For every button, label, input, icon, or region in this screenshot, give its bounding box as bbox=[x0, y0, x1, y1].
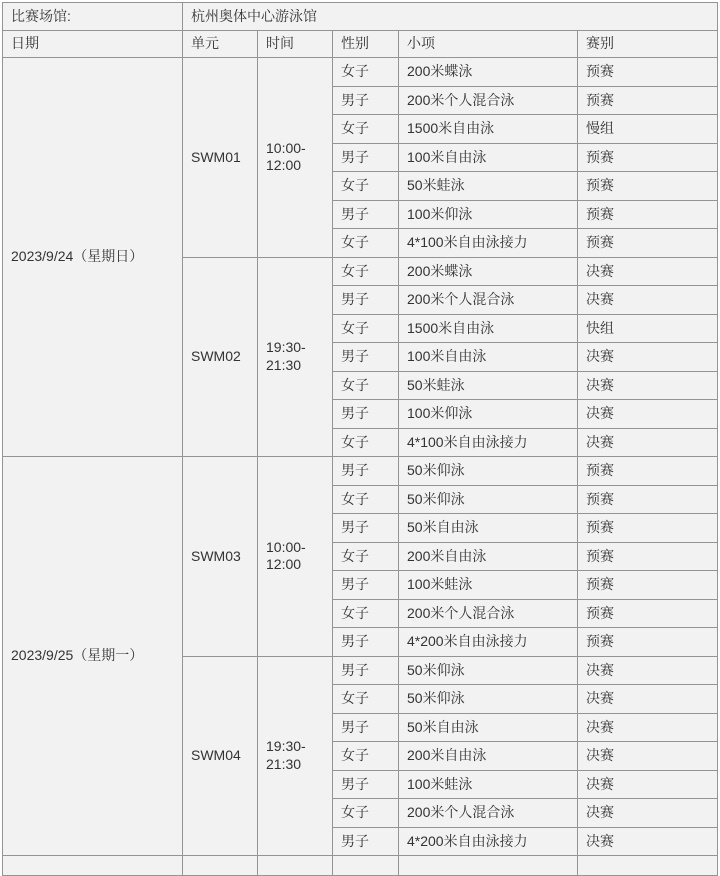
gender-cell: 男子 bbox=[333, 343, 399, 372]
round-cell: 预赛 bbox=[578, 58, 718, 87]
round-cell: 预赛 bbox=[578, 485, 718, 514]
round-cell: 预赛 bbox=[578, 542, 718, 571]
schedule-table bbox=[2, 2, 718, 876]
time-cell: 19:30-21:30 bbox=[258, 656, 333, 856]
partial-next-row bbox=[3, 856, 718, 876]
round-cell: 预赛 bbox=[578, 86, 718, 115]
event-cell: 100米仰泳 bbox=[399, 200, 578, 229]
event-cell: 50米自由泳 bbox=[399, 713, 578, 742]
gender-cell: 男子 bbox=[333, 628, 399, 657]
event-cell: 200米个人混合泳 bbox=[399, 86, 578, 115]
round-cell: 决赛 bbox=[578, 656, 718, 685]
round-cell: 决赛 bbox=[578, 428, 718, 457]
round-cell: 决赛 bbox=[578, 827, 718, 856]
round-cell: 预赛 bbox=[578, 229, 718, 258]
gender-cell: 男子 bbox=[333, 457, 399, 486]
event-row bbox=[3, 58, 718, 87]
gender-cell: 女子 bbox=[333, 229, 399, 258]
round-cell: 决赛 bbox=[578, 770, 718, 799]
column-header-row bbox=[3, 31, 718, 58]
event-cell: 1500米自由泳 bbox=[399, 314, 578, 343]
venue-label-cell: 比赛场馆: bbox=[3, 3, 183, 31]
col-header-time: 时间 bbox=[258, 31, 333, 58]
gender-cell: 女子 bbox=[333, 257, 399, 286]
event-cell: 50米仰泳 bbox=[399, 457, 578, 486]
date-cell bbox=[3, 856, 183, 876]
gender-cell: 女子 bbox=[333, 172, 399, 201]
gender-cell: 男子 bbox=[333, 514, 399, 543]
round-cell: 预赛 bbox=[578, 200, 718, 229]
event-cell: 4*100米自由泳接力 bbox=[399, 229, 578, 258]
event-cell: 100米自由泳 bbox=[399, 143, 578, 172]
unit-cell bbox=[183, 856, 258, 876]
round-cell: 决赛 bbox=[578, 257, 718, 286]
round-cell: 快组 bbox=[578, 314, 718, 343]
round-cell: 决赛 bbox=[578, 799, 718, 828]
round-cell: 预赛 bbox=[578, 143, 718, 172]
gender-cell: 男子 bbox=[333, 571, 399, 600]
round-cell: 决赛 bbox=[578, 713, 718, 742]
gender-cell: 男子 bbox=[333, 86, 399, 115]
gender-cell: 女子 bbox=[333, 599, 399, 628]
event-cell bbox=[399, 856, 578, 876]
event-cell: 50米仰泳 bbox=[399, 485, 578, 514]
venue-value-cell: 杭州奥体中心游泳馆 bbox=[183, 3, 718, 31]
gender-cell: 男子 bbox=[333, 400, 399, 429]
col-header-round: 赛别 bbox=[578, 31, 718, 58]
gender-cell: 男子 bbox=[333, 656, 399, 685]
gender-cell: 女子 bbox=[333, 115, 399, 144]
gender-cell: 男子 bbox=[333, 200, 399, 229]
event-cell: 4*100米自由泳接力 bbox=[399, 428, 578, 457]
event-row bbox=[3, 457, 718, 486]
event-cell: 100米仰泳 bbox=[399, 400, 578, 429]
gender-cell: 男子 bbox=[333, 713, 399, 742]
gender-cell: 男子 bbox=[333, 286, 399, 315]
round-cell: 预赛 bbox=[578, 599, 718, 628]
gender-cell: 男子 bbox=[333, 770, 399, 799]
unit-cell: SWM03 bbox=[183, 457, 258, 657]
event-cell: 50米自由泳 bbox=[399, 514, 578, 543]
event-cell: 1500米自由泳 bbox=[399, 115, 578, 144]
col-header-gender: 性别 bbox=[333, 31, 399, 58]
round-cell: 决赛 bbox=[578, 742, 718, 771]
event-cell: 50米蛙泳 bbox=[399, 172, 578, 201]
event-cell: 200米个人混合泳 bbox=[399, 799, 578, 828]
round-cell: 决赛 bbox=[578, 343, 718, 372]
gender-cell bbox=[333, 856, 399, 876]
unit-cell: SWM02 bbox=[183, 257, 258, 457]
gender-cell: 女子 bbox=[333, 58, 399, 87]
event-cell: 100米蛙泳 bbox=[399, 770, 578, 799]
event-cell: 50米仰泳 bbox=[399, 656, 578, 685]
venue-row bbox=[3, 3, 718, 31]
round-cell: 慢组 bbox=[578, 115, 718, 144]
round-cell: 决赛 bbox=[578, 371, 718, 400]
round-cell: 决赛 bbox=[578, 685, 718, 714]
event-cell: 50米仰泳 bbox=[399, 685, 578, 714]
round-cell: 预赛 bbox=[578, 514, 718, 543]
schedule-header bbox=[3, 3, 718, 58]
round-cell: 预赛 bbox=[578, 457, 718, 486]
col-header-unit: 单元 bbox=[183, 31, 258, 58]
date-cell: 2023/9/24（星期日） bbox=[3, 58, 183, 457]
gender-cell: 男子 bbox=[333, 827, 399, 856]
event-cell: 200米个人混合泳 bbox=[399, 286, 578, 315]
event-cell: 200米自由泳 bbox=[399, 742, 578, 771]
time-cell: 10:00-12:00 bbox=[258, 58, 333, 258]
gender-cell: 女子 bbox=[333, 799, 399, 828]
round-cell: 预赛 bbox=[578, 172, 718, 201]
gender-cell: 女子 bbox=[333, 428, 399, 457]
schedule-body bbox=[3, 58, 718, 876]
col-header-date: 日期 bbox=[3, 31, 183, 58]
time-cell: 19:30-21:30 bbox=[258, 257, 333, 457]
event-cell: 200米蝶泳 bbox=[399, 257, 578, 286]
gender-cell: 女子 bbox=[333, 485, 399, 514]
event-cell: 200米自由泳 bbox=[399, 542, 578, 571]
unit-cell: SWM04 bbox=[183, 656, 258, 856]
event-cell: 100米蛙泳 bbox=[399, 571, 578, 600]
time-cell bbox=[258, 856, 333, 876]
gender-cell: 女子 bbox=[333, 371, 399, 400]
col-header-event: 小项 bbox=[399, 31, 578, 58]
event-cell: 200米个人混合泳 bbox=[399, 599, 578, 628]
round-cell bbox=[578, 856, 718, 876]
event-cell: 4*200米自由泳接力 bbox=[399, 827, 578, 856]
gender-cell: 女子 bbox=[333, 314, 399, 343]
gender-cell: 女子 bbox=[333, 742, 399, 771]
event-cell: 4*200米自由泳接力 bbox=[399, 628, 578, 657]
gender-cell: 女子 bbox=[333, 685, 399, 714]
round-cell: 决赛 bbox=[578, 400, 718, 429]
event-cell: 100米自由泳 bbox=[399, 343, 578, 372]
event-cell: 200米蝶泳 bbox=[399, 58, 578, 87]
round-cell: 预赛 bbox=[578, 628, 718, 657]
time-cell: 10:00-12:00 bbox=[258, 457, 333, 657]
round-cell: 预赛 bbox=[578, 571, 718, 600]
round-cell: 决赛 bbox=[578, 286, 718, 315]
gender-cell: 男子 bbox=[333, 143, 399, 172]
event-cell: 50米蛙泳 bbox=[399, 371, 578, 400]
date-cell: 2023/9/25（星期一） bbox=[3, 457, 183, 856]
unit-cell: SWM01 bbox=[183, 58, 258, 258]
gender-cell: 女子 bbox=[333, 542, 399, 571]
